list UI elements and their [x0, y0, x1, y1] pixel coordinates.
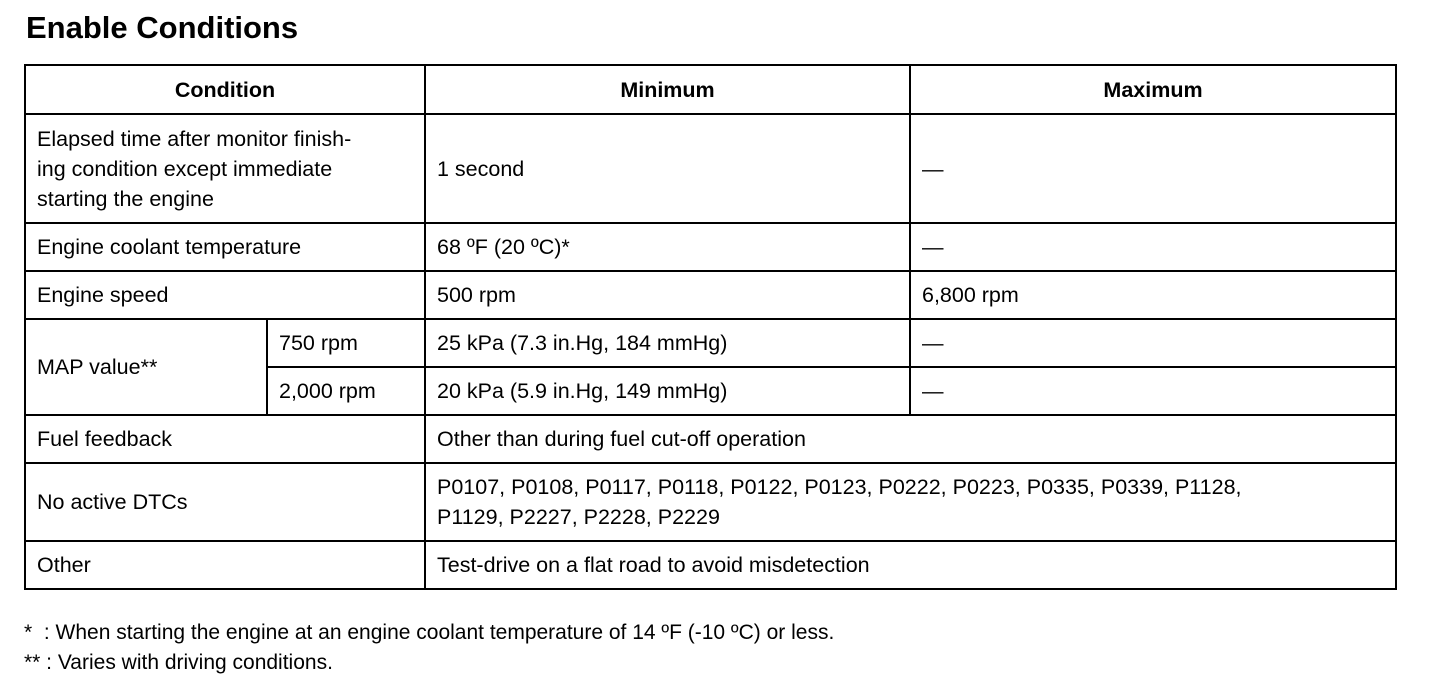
table-row: [25, 463, 1396, 541]
maximum-cell: —: [910, 114, 1396, 223]
condition-text-line: Elapsed time after monitor finish-: [37, 126, 352, 151]
value-cell: Test-drive on a flat road to avoid misdetection: [425, 541, 1396, 589]
value-cell: [425, 463, 1396, 541]
condition-cell: No active DTCs: [25, 463, 425, 541]
footnotes: [24, 618, 834, 678]
condition-cell: Engine speed: [25, 271, 425, 319]
header-maximum: Maximum: [910, 65, 1396, 114]
dtc-list-line: P1129, P2227, P2228, P2229: [437, 505, 720, 529]
header-minimum: Minimum: [425, 65, 910, 114]
rpm-cell: 750 rpm: [267, 319, 425, 367]
minimum-cell: 68 ºF (20 ºC)*: [425, 223, 910, 271]
rpm-cell: 2,000 rpm: [267, 367, 425, 415]
minimum-cell: 500 rpm: [425, 271, 910, 319]
dtc-list-line: P0107, P0108, P0117, P0118, P0122, P0123, P0222, P0223, P0335, P0339, P1128,: [437, 475, 1242, 499]
value-cell: Other than during fuel cut-off operation: [425, 415, 1396, 463]
condition-cell: Other: [25, 541, 425, 589]
condition-text-line: ing condition except immediate: [37, 156, 333, 181]
maximum-cell: 6,800 rpm: [910, 271, 1396, 319]
condition-cell: MAP value**: [25, 319, 267, 415]
header-condition: Condition: [25, 65, 425, 114]
table-row: [25, 319, 1396, 367]
footnote: ** : Varies with driving conditions.: [24, 651, 333, 674]
condition-cell: Engine coolant temperature: [25, 223, 425, 271]
table-row: [25, 541, 1396, 589]
table-row: [25, 114, 1396, 223]
minimum-cell: 20 kPa (5.9 in.Hg, 149 mmHg): [425, 367, 910, 415]
condition-text-line: starting the engine: [37, 186, 214, 211]
table-row: [25, 271, 1396, 319]
enable-conditions-table: [24, 64, 1397, 590]
maximum-cell: —: [910, 223, 1396, 271]
footnote: * : When starting the engine at an engine coolant temperature of 14 ºF (-10 ºC) or less.: [24, 621, 835, 644]
maximum-cell: —: [910, 367, 1396, 415]
maximum-cell: —: [910, 319, 1396, 367]
table-row: [25, 415, 1396, 463]
minimum-cell: 25 kPa (7.3 in.Hg, 184 mmHg): [425, 319, 910, 367]
minimum-cell: 1 second: [425, 114, 910, 223]
table-header-row: [25, 65, 1396, 114]
table-row: [25, 223, 1396, 271]
condition-cell: Fuel feedback: [25, 415, 425, 463]
page-title: Enable Conditions: [26, 10, 299, 45]
condition-cell: [25, 114, 425, 223]
